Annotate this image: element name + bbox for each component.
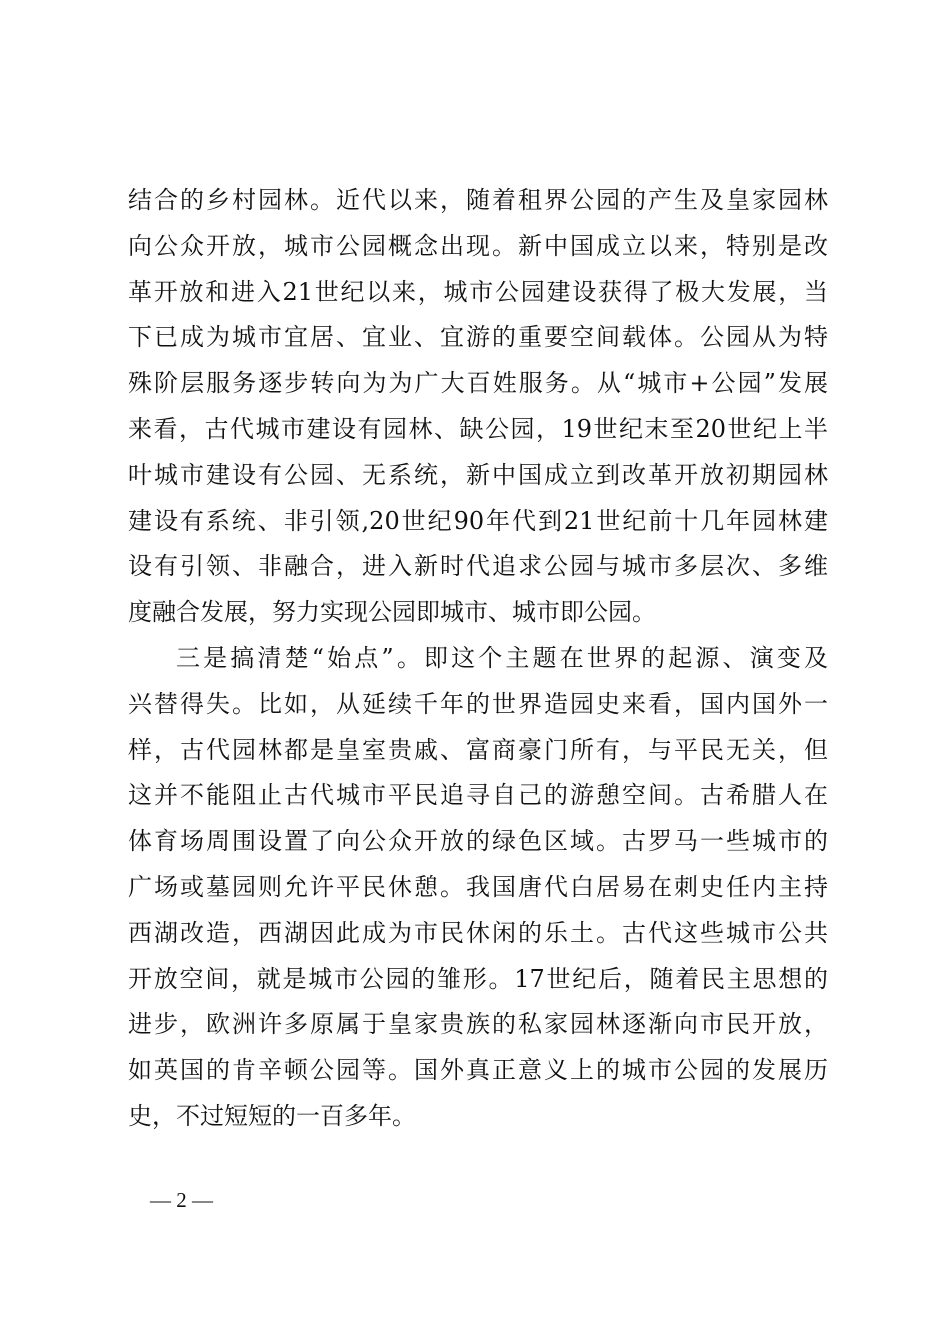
text-line: 度融合发展，努力实现公园即城市、城市即公园。 — [128, 598, 656, 627]
text-line: 进步，欧洲许多原属于皇家贵族的私家园林逐渐向市民开放， — [128, 1010, 828, 1039]
text-line: 来看，古代城市建设有园林、缺公园，19世纪末至20世纪上半 — [128, 414, 828, 443]
text-line: 设有引领、非融合，进入新时代追求公园与城市多层次、多维 — [128, 552, 828, 581]
text-line: 西湖改造，西湖因此成为市民休闲的乐土。古代这些城市公共 — [128, 918, 828, 947]
body-text — [128, 178, 828, 1140]
text-line: 革开放和进入21世纪以来，城市公园建设获得了极大发展，当 — [128, 277, 828, 306]
text-line: 体育场周围设置了向公众开放的绿色区域。古罗马一些城市的 — [128, 827, 828, 856]
text-line: 史，不过短短的一百多年。 — [128, 1101, 416, 1130]
text-line: 广场或墓园则允许平民休憩。我国唐代白居易在刺史任内主持 — [128, 872, 828, 901]
text-line: 如英国的肯辛顿公园等。国外真正意义上的城市公园的发展历 — [128, 1056, 828, 1085]
text-line: 这并不能阻止古代城市平民追寻自己的游憩空间。古希腊人在 — [128, 781, 828, 810]
paragraph-2 — [128, 636, 828, 1140]
text-line: 三是搞清楚“始点”。即这个主题在世界的起源、演变及 — [176, 643, 828, 672]
text-line: 叶城市建设有公园、无系统，新中国成立到改革开放初期园林 — [128, 460, 828, 489]
paragraph-1 — [128, 178, 828, 636]
text-line: 结合的乡村园林。近代以来，随着租界公园的产生及皇家园林 — [128, 186, 828, 214]
text-line: 向公众开放，城市公园概念出现。新中国成立以来，特别是改 — [128, 231, 828, 260]
page-number: — 2 — — [150, 1188, 213, 1212]
text-line: 开放空间，就是城市公园的雏形。17世纪后，随着民主思想的 — [128, 964, 828, 993]
text-line: 样，古代园林都是皇室贵戚、富商豪门所有，与平民无关，但 — [128, 735, 828, 764]
text-line: 下已成为城市宜居、宜业、宜游的重要空间载体。公园从为特 — [128, 323, 828, 352]
text-line: 殊阶层服务逐步转向为为广大百姓服务。从“城市+公园”发展 — [128, 369, 828, 398]
text-line: 兴替得失。比如，从延续千年的世界造园史来看，国内国外一 — [128, 689, 828, 718]
text-line: 建设有系统、非引领,20世纪90年代到21世纪前十几年园林建 — [128, 506, 828, 535]
